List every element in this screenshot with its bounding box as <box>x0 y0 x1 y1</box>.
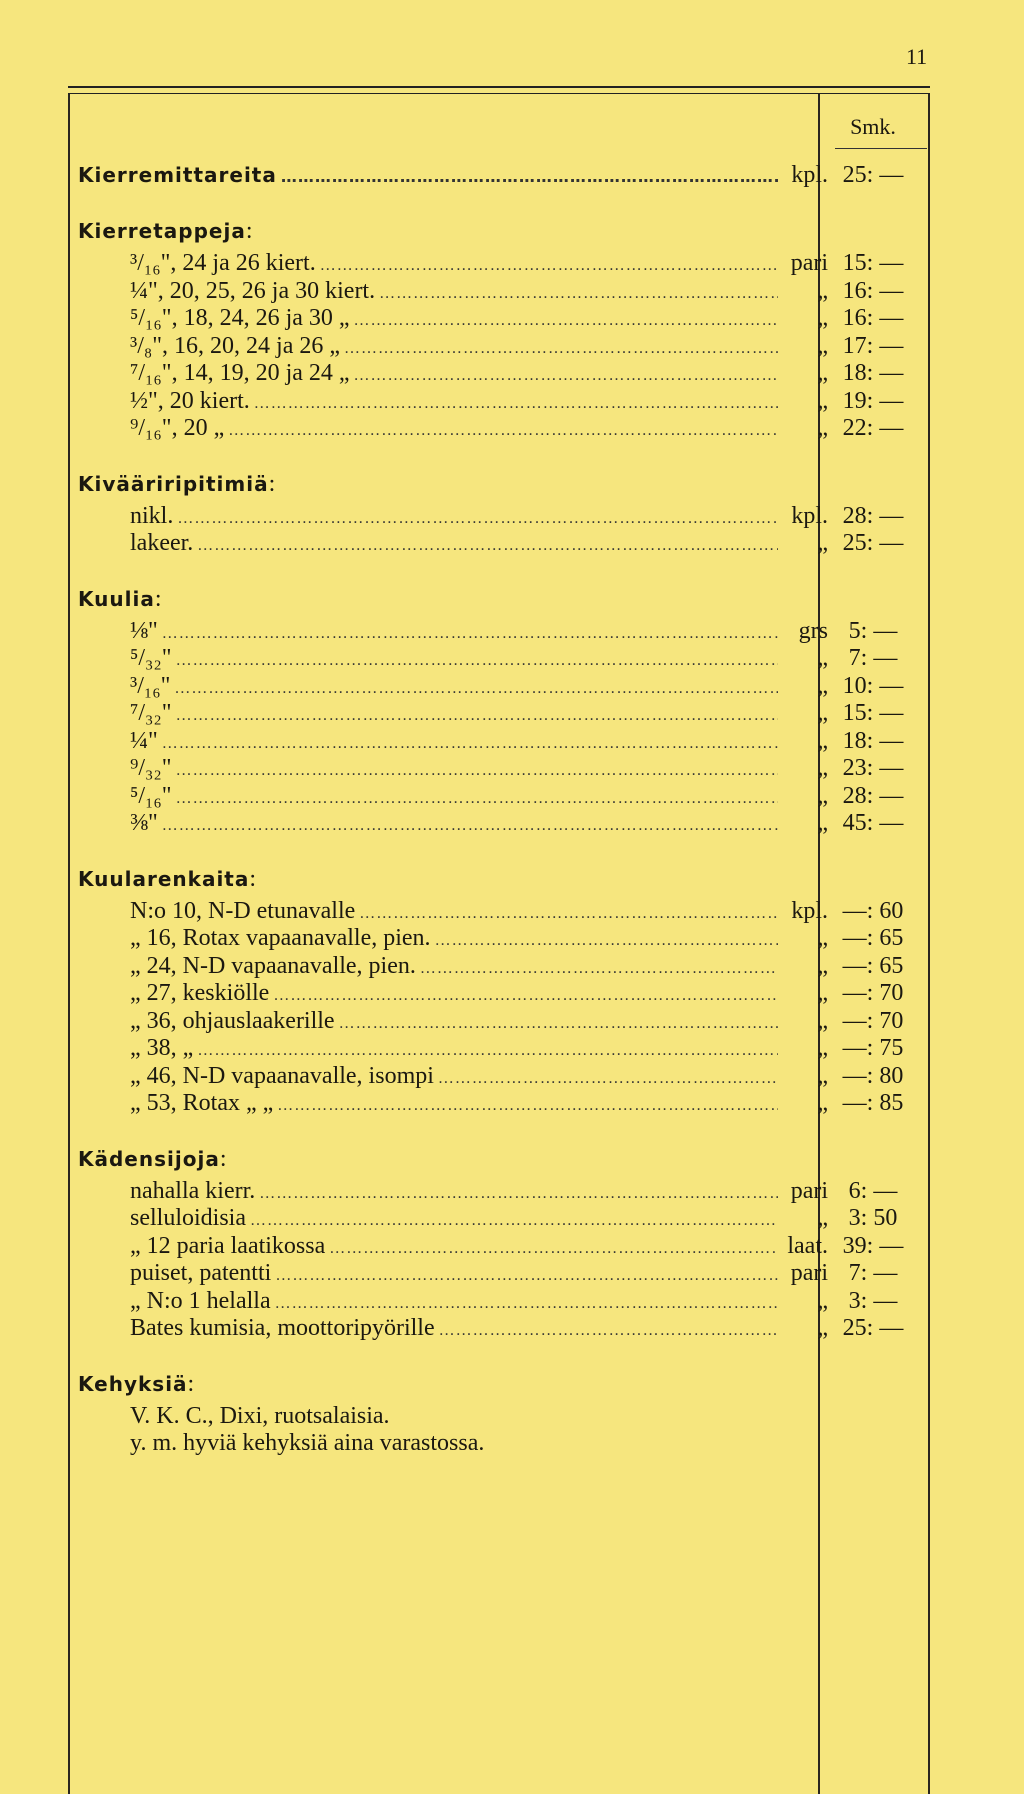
price-value: 25: — <box>842 162 904 188</box>
unit-label: „ <box>817 332 828 359</box>
top-rule-thin <box>68 93 930 94</box>
unit-label: „ <box>817 1062 828 1089</box>
dot-leader <box>344 333 778 363</box>
price-row <box>78 278 928 306</box>
price-value: 23: — <box>842 755 904 781</box>
dot-leader <box>379 278 778 308</box>
item-label: „ N:o 1 helalla <box>130 1287 271 1314</box>
dot-leader <box>420 953 778 983</box>
section-heading-label: Kädensijoja <box>78 1146 220 1171</box>
unit-label: „ <box>817 980 828 1006</box>
section-heading-label: Kuulia <box>78 586 155 611</box>
item-label: V. K. C., Dixi, ruotsalaisia. <box>130 1402 390 1429</box>
price-value: 17: — <box>842 332 904 359</box>
price-value: 18: — <box>842 360 904 386</box>
item-label: ½", 20 kiert. <box>130 387 250 414</box>
price-row <box>78 810 928 838</box>
price-value: 15: — <box>842 700 904 726</box>
dot-leader <box>174 673 778 703</box>
price-value: 18: — <box>842 727 904 754</box>
price-row <box>78 898 928 926</box>
price-row <box>78 305 928 333</box>
unit-label: pari <box>790 1260 828 1286</box>
dot-leader <box>439 1315 778 1345</box>
price-value: 22: — <box>842 415 904 441</box>
price-row <box>78 1205 928 1233</box>
heading-colon: : <box>268 470 277 497</box>
price-row <box>78 645 928 673</box>
item-label: „ 24, N-D vapaanavalle, pien. <box>130 952 416 979</box>
price-value: 7: — <box>848 1260 898 1286</box>
item-label: ³/₁₆", 24 ja 26 kiert. <box>130 250 316 276</box>
unit-label: „ <box>817 755 828 781</box>
price-value: 7: — <box>848 645 898 671</box>
price-value: —: 65 <box>842 952 904 979</box>
unit-label: „ <box>817 782 828 809</box>
section-heading-label: Kuularenkaita <box>78 866 250 891</box>
item-label: ¼", 20, 25, 26 ja 30 kiert. <box>130 277 376 304</box>
item-label: ⁵/₁₆", 18, 24, 26 ja 30 „ <box>130 305 350 331</box>
price-value: —: 75 <box>842 1035 904 1061</box>
item-label: ⁵/₁₆" <box>130 782 172 809</box>
unit-label: „ <box>817 700 828 726</box>
heading-colon: : <box>245 218 254 244</box>
price-row <box>78 1260 928 1288</box>
price-value: 25: — <box>842 530 904 556</box>
dot-leader <box>354 305 778 335</box>
price-row <box>78 333 928 361</box>
price-row <box>78 388 928 416</box>
item-label: Bates kumisia, moottoripyörille <box>130 1315 435 1341</box>
section-heading <box>78 584 928 614</box>
price-row <box>78 1233 928 1261</box>
dot-leader <box>162 618 778 648</box>
dot-leader <box>176 700 778 730</box>
price-row <box>78 250 928 278</box>
unit-label: „ <box>817 1205 828 1231</box>
unit-label: „ <box>817 530 828 556</box>
dot-leader <box>435 925 778 955</box>
dot-leader <box>273 980 778 1010</box>
item-label: „ 38, „ <box>130 1035 194 1061</box>
section-heading-label: Kierretappeja <box>78 219 246 243</box>
dot-leader <box>275 1288 778 1318</box>
unit-label: kpl. <box>791 162 828 188</box>
heading-colon: : <box>249 865 258 892</box>
price-row <box>78 1008 928 1036</box>
unit-label: pari <box>790 1177 828 1204</box>
dot-leader <box>320 250 778 280</box>
price-row <box>78 360 928 388</box>
item-label: selluloidisia <box>130 1205 246 1231</box>
price-value: —: 85 <box>842 1090 904 1116</box>
item-label: ⁹/₃₂" <box>130 755 172 781</box>
item-label: y. m. hyviä kehyksiä aina varastossa. <box>130 1430 485 1456</box>
item-label: „ 53, Rotax „ „ <box>130 1090 274 1116</box>
price-row <box>78 783 928 811</box>
unit-label: „ <box>817 810 828 836</box>
price-row <box>78 1178 928 1206</box>
price-value: 3: 50 <box>848 1205 898 1231</box>
price-row <box>78 1063 928 1091</box>
price-row <box>78 755 928 783</box>
unit-label: „ <box>817 415 828 441</box>
dot-leader <box>277 1090 778 1120</box>
dot-leader <box>329 1233 778 1263</box>
price-row <box>78 673 928 701</box>
unit-label: pari <box>790 250 828 276</box>
unit-label: „ <box>817 360 828 386</box>
unit-label: grs <box>798 617 828 644</box>
price-row <box>78 415 928 443</box>
price-value: 39: — <box>842 1232 904 1259</box>
dot-leader <box>177 503 778 533</box>
price-value: 28: — <box>842 502 904 529</box>
dot-leader <box>228 415 778 445</box>
price-value: 3: — <box>848 1287 898 1314</box>
item-label: puiset, patentti <box>130 1260 272 1286</box>
price-value: 25: — <box>842 1315 904 1341</box>
price-value: —: 70 <box>842 980 904 1006</box>
price-value: —: 65 <box>842 925 904 951</box>
item-label: „ 16, Rotax vapaanavalle, pien. <box>130 925 431 951</box>
item-label: „ 27, keskiölle <box>130 980 270 1006</box>
dot-leader <box>359 898 778 928</box>
right-column-rule <box>928 94 930 1794</box>
dot-leader <box>281 160 778 192</box>
price-row <box>78 728 928 756</box>
section-heading <box>78 160 928 190</box>
price-value: 19: — <box>842 387 904 414</box>
item-label: ⁹/₁₆", 20 „ <box>130 415 225 441</box>
unit-label: „ <box>817 1007 828 1034</box>
currency-header: Smk. <box>850 114 896 139</box>
section-heading <box>78 1369 928 1399</box>
dot-leader <box>254 388 778 418</box>
dot-leader <box>250 1205 778 1235</box>
section-heading <box>78 216 928 246</box>
price-row <box>78 1315 928 1343</box>
item-label: ⅜" <box>130 810 158 836</box>
dot-leader <box>354 360 778 390</box>
dot-leader <box>259 1178 778 1208</box>
heading-colon: : <box>154 585 163 612</box>
unit-label: „ <box>817 727 828 754</box>
item-label: ³/₈", 16, 20, 24 ja 26 „ <box>130 332 340 359</box>
unit-label: „ <box>817 1315 828 1341</box>
section-heading-label: Kehyksiä <box>78 1371 188 1396</box>
unit-label: „ <box>817 672 828 699</box>
price-row <box>78 953 928 981</box>
unit-label: „ <box>817 925 828 951</box>
price-value: 28: — <box>842 782 904 809</box>
dot-leader <box>162 810 778 840</box>
top-rule <box>68 86 930 88</box>
dot-leader <box>438 1063 778 1093</box>
dot-leader <box>197 530 778 560</box>
section-heading <box>78 864 928 894</box>
price-value: —: 80 <box>842 1062 904 1089</box>
unit-label: kpl. <box>791 897 828 924</box>
item-label: „ 46, N-D vapaanavalle, isompi <box>130 1062 434 1089</box>
dot-leader <box>176 645 778 675</box>
section-heading <box>78 1144 928 1174</box>
price-value: 10: — <box>842 672 904 699</box>
currency-header-rule <box>835 148 927 149</box>
item-label: ⁵/₃₂" <box>130 645 172 671</box>
price-value: 16: — <box>842 305 904 331</box>
unit-label: „ <box>817 387 828 414</box>
item-label: ³/₁₆" <box>130 672 171 699</box>
item-label: ⅛" <box>130 617 158 644</box>
page-number: 11 <box>906 44 928 69</box>
price-row <box>78 1403 928 1431</box>
price-row <box>78 503 928 531</box>
unit-label: „ <box>817 952 828 979</box>
item-label: nikl. <box>130 502 174 529</box>
price-value: 15: — <box>842 250 904 276</box>
unit-label: kpl. <box>791 502 828 529</box>
dot-leader <box>197 1035 778 1065</box>
unit-label: „ <box>817 1287 828 1314</box>
item-label: ⁷/₃₂" <box>130 700 172 726</box>
heading-colon: : <box>219 1145 228 1172</box>
price-row <box>78 980 928 1008</box>
section-heading <box>78 469 928 499</box>
unit-label: laat. <box>787 1232 828 1259</box>
unit-label: „ <box>817 645 828 671</box>
section-heading-label: Kierremittareita <box>78 163 277 187</box>
left-column-rule <box>68 94 70 1794</box>
item-label: lakeer. <box>130 530 194 556</box>
item-label: ⁷/₁₆", 14, 19, 20 ja 24 „ <box>130 360 350 386</box>
dot-leader <box>176 783 778 813</box>
price-value: 45: — <box>842 810 904 836</box>
dot-leader <box>162 728 778 758</box>
price-row <box>78 1288 928 1316</box>
price-row <box>78 530 928 558</box>
price-value: —: 60 <box>842 897 904 924</box>
dot-leader <box>339 1008 778 1038</box>
unit-label: „ <box>817 277 828 304</box>
dot-leader <box>275 1260 778 1290</box>
unit-label: „ <box>817 1035 828 1061</box>
unit-label: „ <box>817 305 828 331</box>
unit-label: „ <box>817 1090 828 1116</box>
section-heading-label: Kivääriripitimiä <box>78 471 269 496</box>
item-label: „ 12 paria laatikossa <box>130 1232 326 1259</box>
price-row <box>78 925 928 953</box>
dot-leader <box>176 755 778 785</box>
price-value: 16: — <box>842 277 904 304</box>
price-row <box>78 1035 928 1063</box>
price-row <box>78 618 928 646</box>
item-label: ¼" <box>130 727 158 754</box>
item-label: „ 36, ohjauslaakerille <box>130 1007 335 1034</box>
price-row <box>78 700 928 728</box>
heading-colon: : <box>187 1370 196 1397</box>
price-value: 6: — <box>848 1177 898 1204</box>
price-row <box>78 1430 928 1458</box>
price-row <box>78 1090 928 1118</box>
item-label: nahalla kierr. <box>130 1177 256 1204</box>
price-value: 5: — <box>848 617 898 644</box>
item-label: N:o 10, N-D etunavalle <box>130 897 356 924</box>
price-list <box>78 160 928 1458</box>
price-value: —: 70 <box>842 1007 904 1034</box>
